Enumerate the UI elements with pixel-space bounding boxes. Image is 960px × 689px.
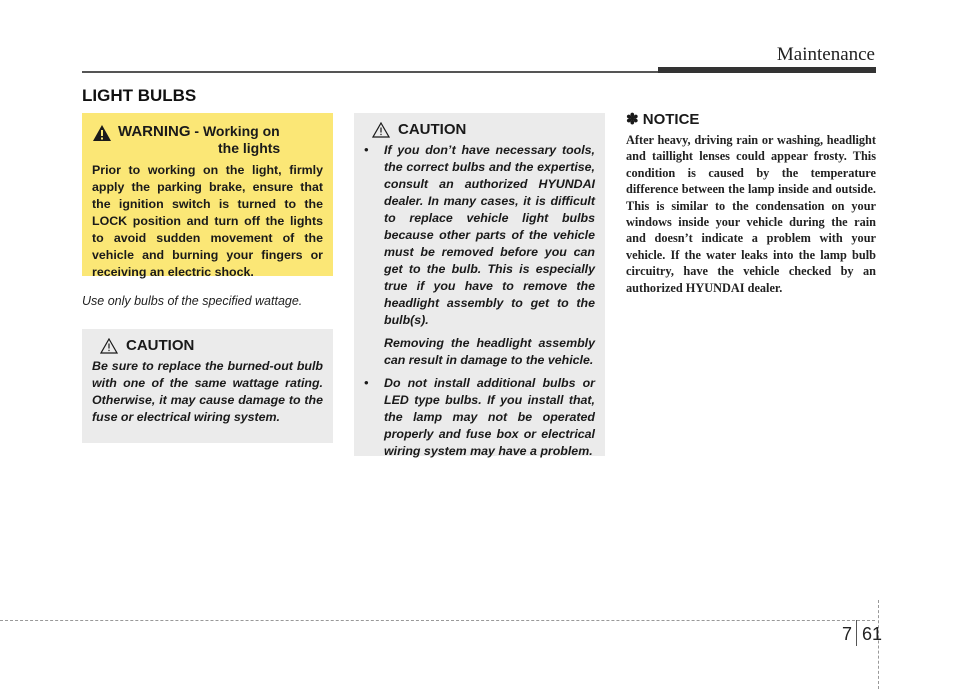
notice-body: After heavy, driving rain or washing, headlight and taillight lenses could appear frosty. This condition is caused by the temperature difference between the lamp inside and outside. This is similar to the condensation on your windows inside your vehicle during the rain and doesn’t indicate a problem with your vehicle. If the water leaks into the lamp bulb circuitry, have the vehicle checked by an authorized HYUNDAI dealer. [626,133,876,295]
header-rule [82,71,658,73]
caution-box-left [82,329,333,443]
warning-body: Prior to working on the light, firmly apply the parking brake, ensure that the ignition switch is turned to the LOCK position and turn off the lights to avoid sudden movement of the vehicle and burning your fingers or receiving an electric shock. [92,163,323,279]
caution-heading [372,121,595,138]
caution-item-text: If you don’t have necessary tools, the correct bulbs and the expertise, consult an authorized HYUNDAI dealer. In many cases, it is difficult to replace vehicle light bulbs because other parts of the vehicle must be removed before you can get to the bulb. This is especially true if you have to remove the headlight assembly to get to the bulb(s). [384,143,595,327]
caution-icon [100,338,118,354]
caution-item-text: Do not install additional bulbs or LED type bulbs. If you install that, the lamp may not be operated properly and fuse box or electrical wiring system may have a problem. [384,376,595,458]
page-chapter-number: 7 [842,624,853,644]
warning-subtitle-2: the lights [218,140,281,156]
caution-item-extra: Removing the headlight assembly can result in damage to the vehicle. [384,336,595,367]
warning-icon [92,124,112,142]
warning-heading-text [118,123,280,156]
page-separator [856,620,857,646]
warning-heading [92,123,323,156]
warning-label: WARNING [118,123,191,140]
warning-subtitle-1: - Working on [190,123,280,139]
page-number: 61 [862,624,883,644]
notice-symbol-icon: ✽ [626,111,639,128]
caution-box-middle [354,113,605,456]
caution-label: CAUTION [126,337,195,354]
bulb-wattage-caption: Use only bulbs of the specified wattage. [82,294,303,308]
caution-list-item [364,375,595,460]
footer-rule [0,620,875,621]
warning-box [82,113,333,279]
caution-heading [100,337,323,354]
header-rule-accent [658,67,876,73]
notice-label: NOTICE [642,111,700,128]
bullet: • [364,376,369,390]
caution-label: CAUTION [398,121,467,138]
caution-list-item [364,142,595,369]
bullet: • [364,143,369,157]
caution-body: Be sure to replace the burned-out bulb with one of the same wattage rating. Otherwise, it may cause damage to the fuse or electrical wiring system. [92,359,323,424]
notice-section [626,110,876,296]
caution-list [364,142,595,460]
section-title: LIGHT BULBS [82,86,197,105]
caution-icon [372,122,390,138]
notice-heading [626,110,876,128]
header-title: Maintenance [776,44,875,65]
